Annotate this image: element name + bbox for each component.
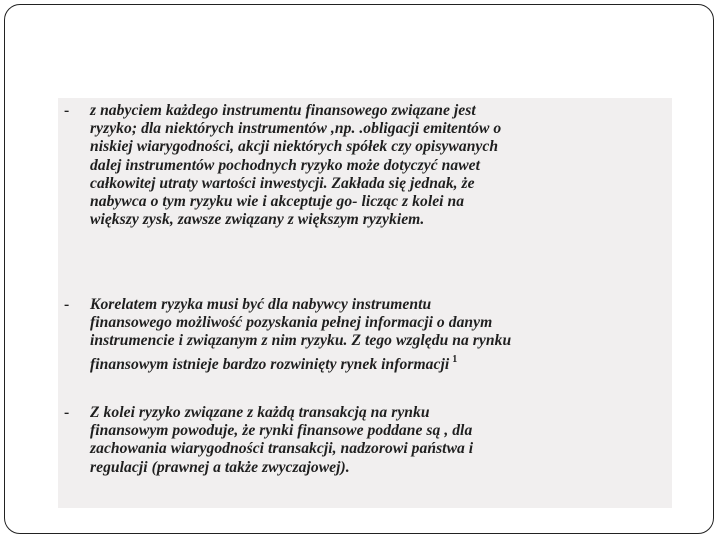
text-line: finansowego możliwość pozyskania pełnej informacji o danym [90,314,493,332]
text-line: ryzyko; dla niektórych instrumentów ,np. .obligacji emitentów o [90,120,502,138]
scanned-text-image [58,98,672,508]
bullet-dash: - [64,296,70,313]
text-line: niskiej wiarygodności, akcji niektórych spółek czy opisywanych [90,138,499,156]
text-line: dalej instrumentów pochodnych ryzyko może dotyczyć nawet [90,156,481,174]
bullet-dash: - [64,102,70,119]
text-line: finansowym powoduje, że rynki finansowe poddane są , dla [90,422,473,440]
bullet-text [90,404,660,477]
footnote-marker: 1 [452,353,458,365]
text-line-content: finansowym istnieje bardzo rozwinięty rynek informacji [90,355,450,373]
text-line-with-footnote [90,351,660,374]
text-line: z nabyciem każdego instrumentu finansowego związane jest [90,102,476,119]
text-line: zachowania wiarygodności transakcji, nadzorowi państwa i [90,440,474,458]
text-line: Z kolei ryzyko związane z każdą transakcją na rynku [90,404,430,421]
text-line: nabywca o tym ryzyku wie i akceptuje go- licząc z kolei na [90,193,465,211]
text-line: całkowitej utraty wartości inwestycji. Zakłada się jednak, że [90,174,475,192]
text-line: instrumencie i związanym z nim ryzyku. Z tego względu na rynku [90,332,512,350]
bullet-text [90,296,660,374]
bullet-dash: - [64,404,70,421]
bullet-text [90,102,660,229]
text-line: Korelatem ryzyka musi być dla nabywcy instrumentu [90,296,432,313]
text-line: regulacji (prawnej a także zwyczajowej). [90,458,350,476]
text-line: większy zysk, zawsze związany z większym ryzykiem. [90,211,425,229]
